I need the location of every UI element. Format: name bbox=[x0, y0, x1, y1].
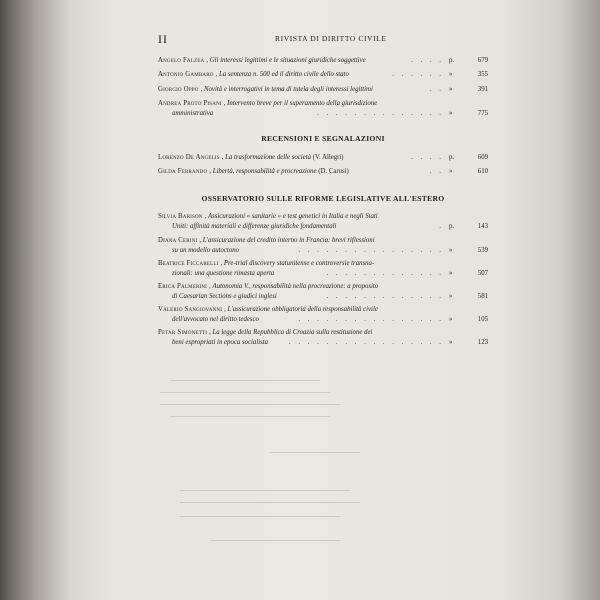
entry-author: Antonio Gambaro bbox=[158, 71, 214, 78]
section-heading-observatory: OSSERVATORIO SULLE RIFORME LEGISLATIVE ALL'ESTERO bbox=[201, 194, 445, 203]
entry-title: Autonomia V., responsabilità nella procreazione: a proposito bbox=[212, 283, 379, 290]
entry-title: Intervento breve per il superamento della giurisdizione bbox=[227, 100, 378, 107]
toc-entry: Giorgio Oppo , Novità e interrogativi in tema di tutela degli interessi legittimi . . » 391 bbox=[158, 86, 488, 93]
dot-leader: . . . . . . . . . . . . . . . . bbox=[298, 316, 444, 323]
page-ref: 539 bbox=[477, 247, 488, 254]
entry-title-continued: beni espropriati in epoca socialista bbox=[172, 339, 269, 346]
entry-title: Libertà, responsabilità e procreazione bbox=[212, 168, 317, 175]
entry-title: Novità e interrogativi in tema di tutela degli interessi legittimi bbox=[204, 86, 373, 93]
entry-title: Gli interessi legittimi e le situazioni giuridiche soggettive bbox=[209, 57, 366, 64]
entry-title-continued: di Caesarian Sections e giudici inglesi bbox=[172, 293, 277, 300]
entry-title-continued: Uniti: affinità materiali e differenze giuridiche fondamentali bbox=[172, 223, 337, 230]
entry-author: Beatrice Ficcarelli bbox=[158, 260, 219, 267]
page-ref: 143 bbox=[477, 223, 488, 230]
page-ref: 581 bbox=[477, 293, 488, 300]
page-prefix: » bbox=[449, 168, 453, 175]
section-heading-reviews: RECENSIONI E SEGNALAZIONI bbox=[261, 134, 385, 143]
toc-entry: Silvia Barison , Assicurazioni « sanitarie » e test genetici in Italia e negli Stati Uniti: affinità materiali e differenze giuridiche fondamentali . p. 143 bbox=[158, 213, 488, 230]
entry-title: La trasformazione delle società bbox=[225, 154, 312, 161]
page-ref: 679 bbox=[477, 57, 488, 64]
entry-author: Valerio Sangiovanni bbox=[158, 306, 223, 313]
dot-leader: . . . . . . . . . . . . . . . . . bbox=[288, 339, 444, 346]
page-prefix: » bbox=[449, 247, 453, 254]
entry-author: Giorgio Oppo bbox=[158, 86, 199, 93]
toc-entry: Beatrice Ficcarelli , Pre-trial discovery statunitense e controversie transna- zionali: una questione rimasta aperta . . . . . . . . . . . . . » 507 bbox=[158, 260, 488, 277]
running-title: RIVISTA DI DIRITTO CIVILE bbox=[275, 34, 387, 43]
dot-leader: . . . . . . . . . . . . . . . . bbox=[298, 247, 444, 254]
entry-author: Angelo Falzea bbox=[158, 57, 205, 64]
dot-leader: . . bbox=[429, 86, 444, 93]
dot-leader: . . . . . . bbox=[392, 71, 444, 78]
dot-leader: . bbox=[439, 223, 444, 230]
dot-leader: . . . . . . . . . . . . . bbox=[326, 293, 444, 300]
entry-reviewer: (V. Allegri) bbox=[311, 154, 344, 161]
dot-leader: . . bbox=[429, 168, 444, 175]
show-through-text bbox=[150, 340, 410, 580]
page-ref: 123 bbox=[477, 339, 488, 346]
toc-entry: Lorenzo De Angelis , La trasformazione delle società (V. Allegri) . . . . p. 609 bbox=[158, 154, 488, 161]
page-prefix: » bbox=[449, 270, 453, 277]
page-ref: 105 bbox=[477, 316, 488, 323]
entry-author: Lorenzo De Angelis bbox=[158, 154, 220, 161]
entry-author: Erica Palmerini bbox=[158, 283, 208, 290]
page-prefix: p. bbox=[449, 57, 455, 64]
entry-author: Andrea Proto Pisani bbox=[158, 100, 222, 107]
page-prefix: » bbox=[449, 293, 453, 300]
entry-title-continued: amministrativa bbox=[172, 110, 214, 117]
page-number: II bbox=[158, 32, 168, 46]
page-prefix: » bbox=[449, 339, 453, 346]
entry-title-continued: dell'avvocato nel diritto tedesco bbox=[172, 316, 259, 323]
page-ref: 609 bbox=[477, 154, 488, 161]
page-ref: 391 bbox=[477, 86, 488, 93]
toc-entry: Angelo Falzea , Gli interessi legittimi e le situazioni giuridiche soggettive . . . . p. 679 bbox=[158, 57, 488, 64]
toc-entry: Gilda Ferrando , Libertà, responsabilità e procreazione (D. Carusi) . . » 610 bbox=[158, 168, 488, 175]
dot-leader: . . . . . . . . . . . . . bbox=[326, 270, 444, 277]
dot-leader: . . . . bbox=[411, 154, 444, 161]
toc-entry: Petar Simonetti , La legge della Repubblica di Croazia sulla restituzione dei beni espropriati in epoca socialista . . . . . . . . . . . . . . . . . » 123 bbox=[158, 329, 488, 346]
toc-entry: Diana Cerini , L'assicurazione del credito interno in Francia: brevi riflessioni su un modello autoctono . . . . . . . . . . . . . . . . » 539 bbox=[158, 237, 488, 254]
entry-title: Assicurazioni « sanitarie » e test genetici in Italia e negli Stati bbox=[207, 213, 378, 220]
page-prefix: » bbox=[449, 86, 453, 93]
page-prefix: » bbox=[449, 316, 453, 323]
entry-title: La sentenza n. 500 ed il diritto civile dello stato bbox=[218, 71, 349, 78]
toc-entry: Antonio Gambaro , La sentenza n. 500 ed il diritto civile dello stato . . . . . . » 355 bbox=[158, 71, 488, 78]
entry-author: Silvia Barison bbox=[158, 213, 203, 220]
entry-title: L'assicurazione del credito interno in Francia: brevi riflessioni bbox=[202, 237, 375, 244]
dot-leader: . . . . bbox=[411, 57, 444, 64]
entry-title: Pre-trial discovery statunitense e controversie transna- bbox=[223, 260, 375, 267]
page-prefix: » bbox=[449, 110, 453, 117]
toc-entry: Erica Palmerini , Autonomia V., responsabilità nella procreazione: a proposito di Caesarian Sections e giudici inglesi . . . . . . . . . . . . . » 581 bbox=[158, 283, 488, 300]
entry-author: Diana Cerini bbox=[158, 237, 198, 244]
entry-title: La legge della Repubblica di Croazia sulla restituzione dei bbox=[212, 329, 373, 336]
page-prefix: » bbox=[449, 71, 453, 78]
entry-author: Petar Simonetti bbox=[158, 329, 208, 336]
entry-title-continued: su un modello autoctono bbox=[172, 247, 240, 254]
entry-title: L'assicurazione obbligatoria della responsabilità civile bbox=[227, 306, 378, 313]
page-header bbox=[130, 32, 500, 46]
entry-reviewer: (D. Carusi) bbox=[316, 168, 349, 175]
page-ref: 610 bbox=[477, 168, 488, 175]
toc-entry: Valerio Sangiovanni , L'assicurazione obbligatoria della responsabilità civile dell'avvocato nel diritto tedesco . . . . . . . . . . . . . . . . » 105 bbox=[158, 306, 488, 323]
page-prefix: p. bbox=[449, 223, 455, 230]
page-ref: 507 bbox=[477, 270, 488, 277]
page-ref: 355 bbox=[477, 71, 488, 78]
entry-author: Gilda Ferrando bbox=[158, 168, 208, 175]
toc-entry: Andrea Proto Pisani , Intervento breve per il superamento della giurisdizione amministrativa . . . . . . . . . . . . . . » 775 bbox=[158, 100, 488, 117]
page-ref: 775 bbox=[477, 110, 488, 117]
page-prefix: p. bbox=[449, 154, 455, 161]
entry-title-continued: zionali: una questione rimasta aperta bbox=[172, 270, 275, 277]
dot-leader: . . . . . . . . . . . . . . bbox=[317, 110, 444, 117]
